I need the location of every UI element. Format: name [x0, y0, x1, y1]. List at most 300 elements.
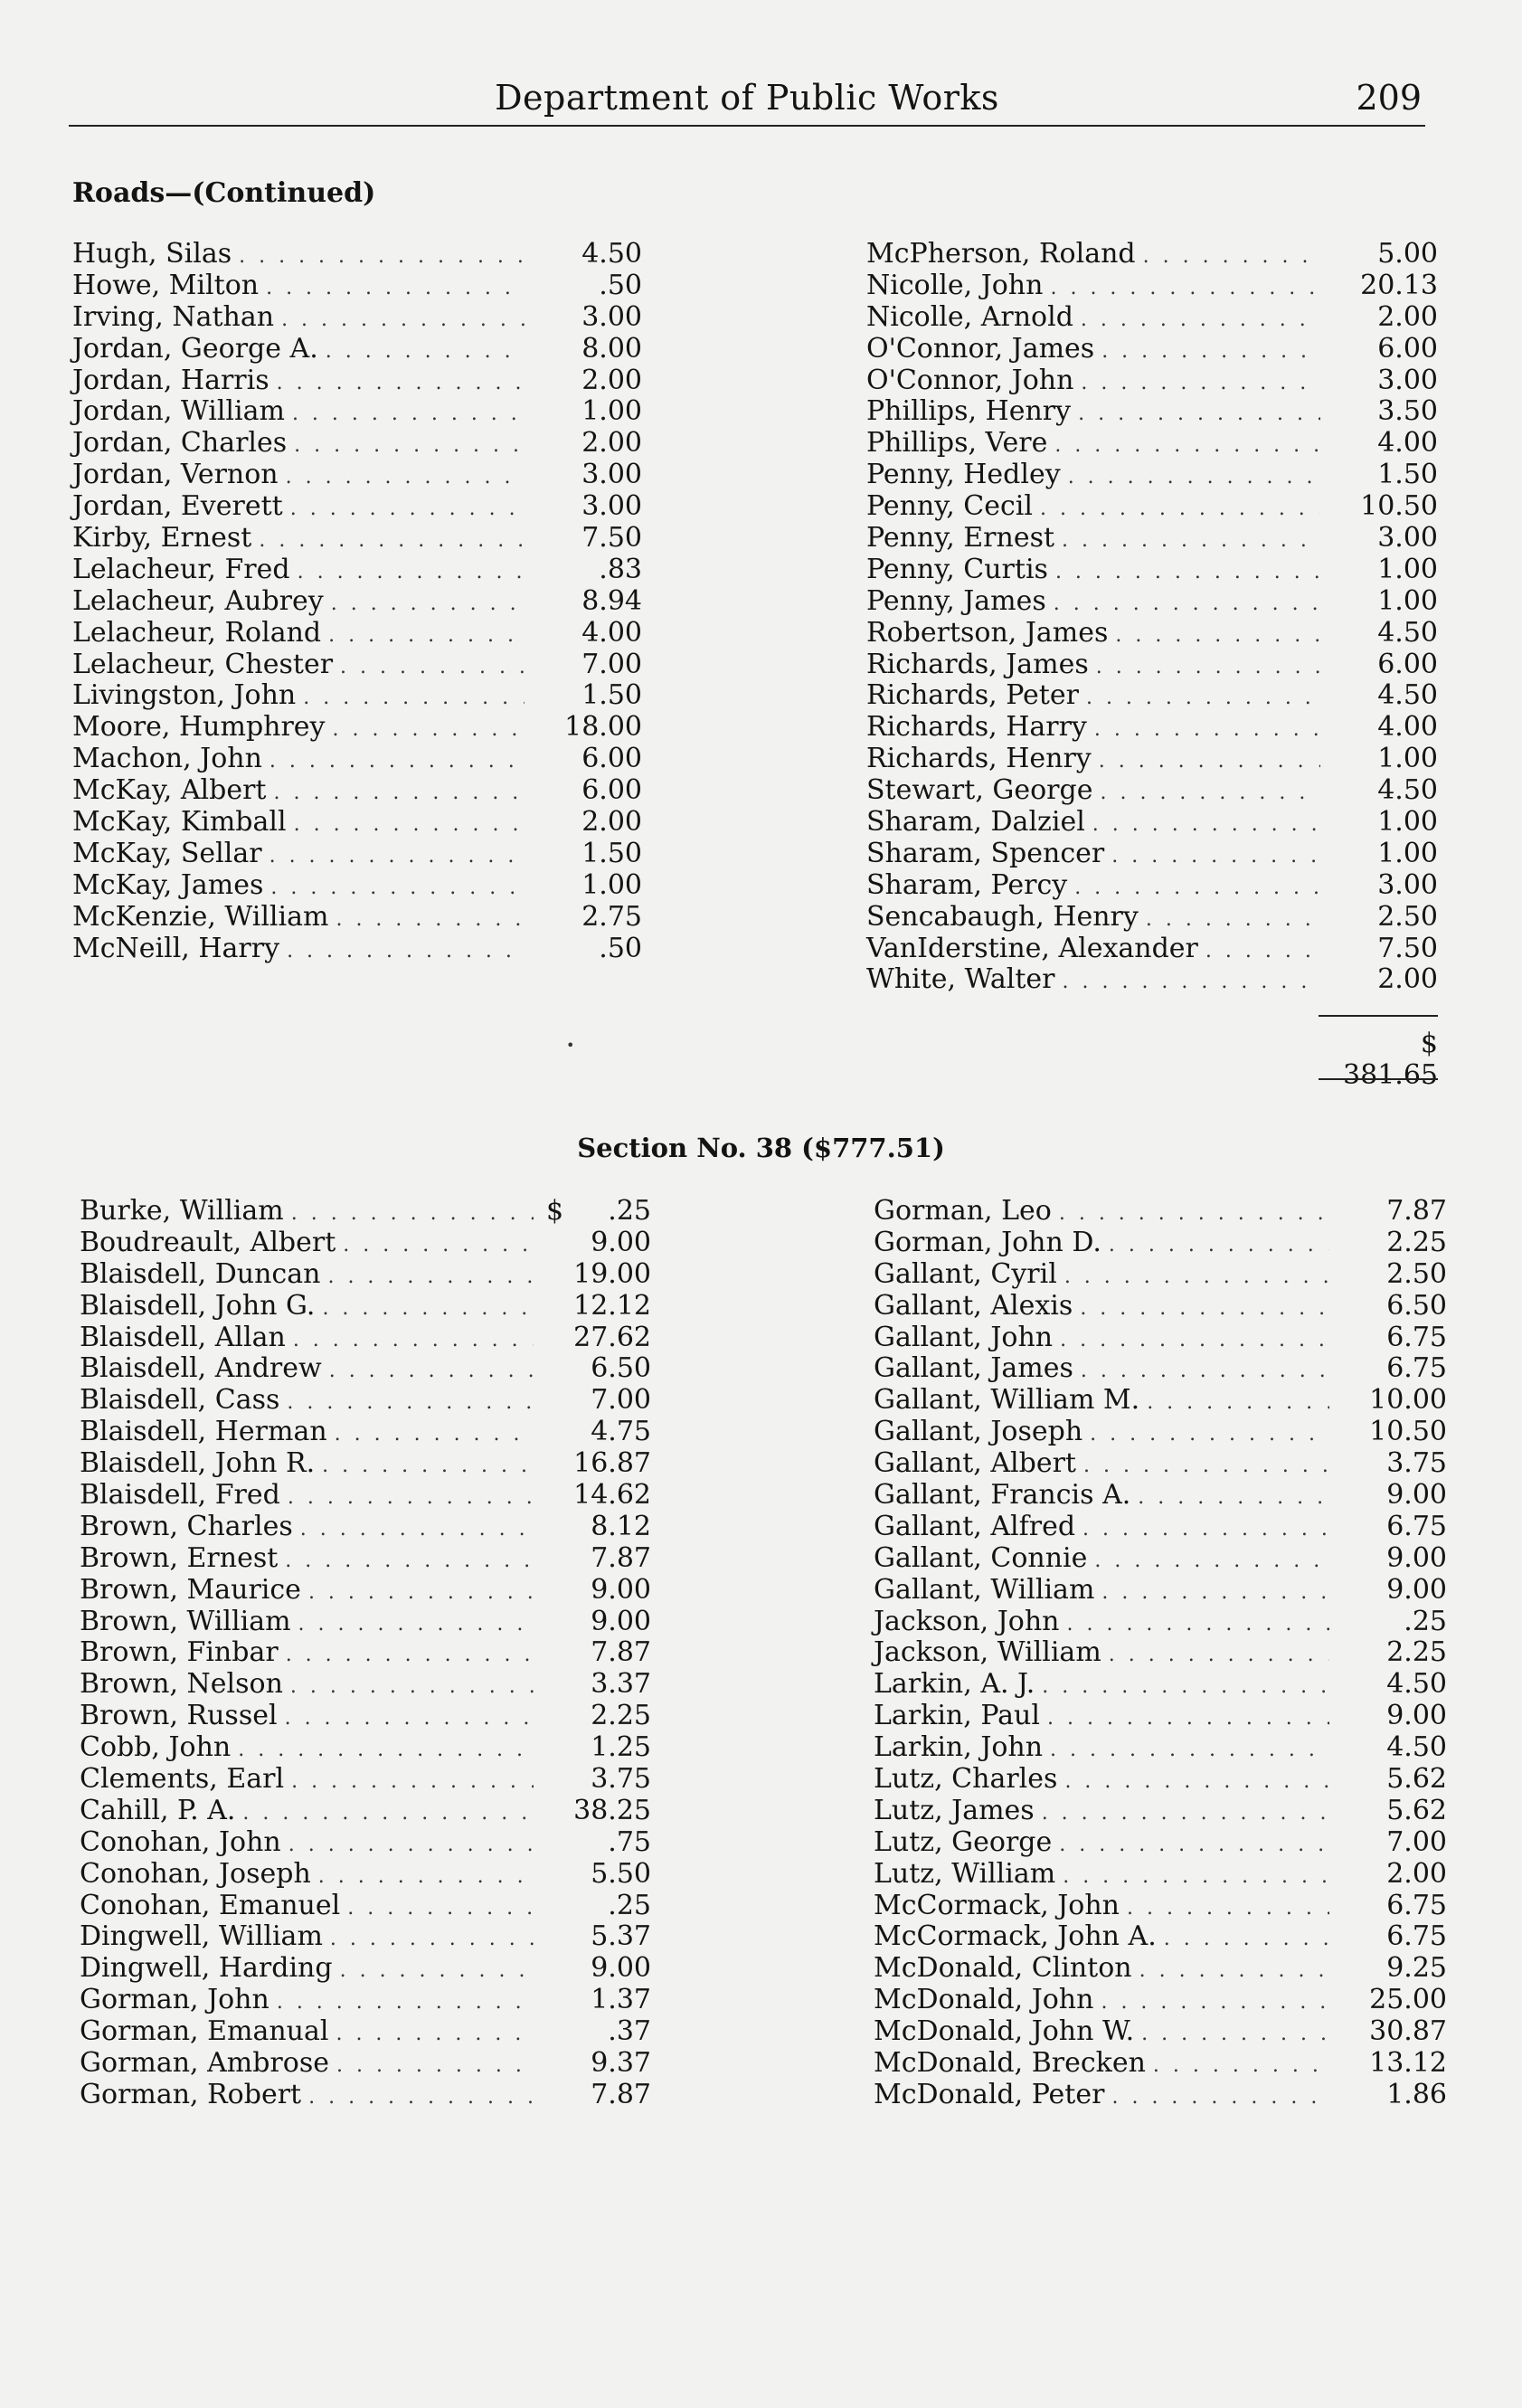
dot-leader	[266, 270, 525, 302]
payee-name: McKay, Sellar	[72, 837, 262, 869]
ledger-row	[72, 870, 642, 902]
ledger-row	[80, 1353, 651, 1385]
payee-name: Penny, James	[866, 584, 1046, 617]
ledger-row	[72, 744, 642, 775]
ledger-row	[80, 1637, 651, 1669]
payment-amount: 3.00	[581, 490, 642, 523]
payment-amount: .25	[1404, 1605, 1447, 1637]
ledger-row	[874, 1417, 1447, 1448]
dot-leader	[1068, 460, 1320, 491]
ledger-row	[80, 1985, 651, 2016]
ledger-row	[874, 1259, 1447, 1291]
ledger-row	[72, 934, 642, 965]
dot-leader	[336, 902, 525, 934]
payment-amount: 6.00	[1377, 648, 1438, 680]
stray-mark: •	[566, 1037, 575, 1054]
payment-amount: 3.37	[591, 1668, 651, 1701]
payee-name: Blaisdell, Allan	[80, 1321, 286, 1353]
page-title: Department of Public Works	[495, 78, 999, 118]
payment-amount: 10.50	[1369, 1416, 1447, 1448]
payment-amount: .50	[599, 932, 642, 964]
dot-leader	[1096, 649, 1320, 681]
ledger-row	[72, 775, 642, 807]
section-heading: Section No. 38 ($777.51)	[577, 1133, 945, 1163]
ledger-row	[866, 618, 1438, 649]
payment-amount: 3.00	[581, 459, 642, 491]
payee-name: Nicolle, John	[866, 269, 1044, 301]
ledger-row	[866, 870, 1438, 902]
ledger-row	[72, 902, 642, 934]
ledger-row	[866, 239, 1438, 270]
ledger-row	[866, 460, 1438, 491]
dot-leader	[294, 428, 525, 460]
ledger-row	[874, 1891, 1447, 1922]
payee-name: Jordan, Everett	[72, 490, 283, 523]
payment-amount: 6.75	[1386, 1920, 1447, 1953]
payee-name: Cahill, P. A.	[80, 1794, 236, 1826]
ledger-row	[874, 1512, 1447, 1543]
payee-name: McKay, Kimball	[72, 806, 287, 839]
payee-name: Jordan, George A.	[72, 332, 318, 365]
ledger-row	[866, 839, 1438, 870]
dot-leader	[281, 302, 525, 334]
dot-leader	[318, 1859, 534, 1891]
ledger-row	[874, 1385, 1447, 1417]
dot-leader	[1094, 1543, 1329, 1575]
payment-amount: 4.50	[581, 238, 642, 270]
payment-amount: .25	[608, 1889, 651, 1921]
payee-name: Gorman, Emanual	[80, 2015, 329, 2048]
payment-amount: 5.62	[1386, 1763, 1447, 1796]
ledger-row	[72, 270, 642, 302]
payment-amount: 1.50	[581, 679, 642, 712]
ledger-row	[874, 1323, 1447, 1354]
ledger-row	[866, 775, 1438, 807]
payment-amount: 25.00	[1369, 1984, 1447, 2016]
ledger-row	[80, 1228, 651, 1259]
ledger-row	[80, 1543, 651, 1575]
payment-amount: 1.00	[581, 868, 642, 901]
payee-name: Jackson, William	[874, 1636, 1101, 1669]
payee-name: Kirby, Ernest	[72, 522, 252, 555]
ledger-row	[866, 555, 1438, 586]
dot-leader	[1062, 523, 1320, 555]
dot-leader	[308, 1575, 534, 1607]
dot-leader	[1054, 586, 1320, 618]
payment-amount: 3.00	[1377, 868, 1438, 901]
payee-name: Blaisdell, John R.	[80, 1447, 316, 1480]
payee-name: Howe, Milton	[72, 269, 260, 301]
ledger-row	[72, 302, 642, 334]
dot-leader	[1101, 334, 1320, 365]
section-left-column	[80, 1196, 651, 2111]
ledger-row	[866, 302, 1438, 334]
page-header	[69, 74, 1425, 127]
payee-name: McDonald, Clinton	[874, 1952, 1132, 1985]
payment-amount: .37	[608, 2015, 651, 2048]
dot-leader	[269, 744, 525, 775]
dot-leader	[1109, 1228, 1329, 1259]
ledger-row	[874, 1196, 1447, 1228]
payee-name: Machon, John	[72, 743, 262, 775]
payment-amount: 4.75	[591, 1416, 651, 1448]
payment-amount: 7.00	[591, 1384, 651, 1417]
payment-amount: 2.00	[581, 806, 642, 839]
payee-name: McCormack, John A.	[874, 1920, 1157, 1953]
payee-name: McDonald, John	[874, 1984, 1094, 2016]
payee-name: Clements, Earl	[80, 1763, 285, 1796]
payee-name: Lutz, James	[874, 1794, 1035, 1826]
payment-amount: 6.50	[1386, 1289, 1447, 1322]
payment-amount: 6.00	[581, 774, 642, 807]
ledger-row	[866, 712, 1438, 744]
ledger-row	[866, 680, 1438, 712]
payment-amount: 7.00	[581, 648, 642, 680]
ledger-row	[866, 807, 1438, 839]
payment-amount: 6.75	[1386, 1889, 1447, 1921]
ledger-row	[874, 1607, 1447, 1638]
dot-leader	[298, 555, 525, 586]
payee-name: Blaisdell, Cass	[80, 1384, 280, 1417]
ledger-row	[874, 2080, 1447, 2111]
payment-amount: 16.87	[573, 1447, 651, 1480]
ledger-row	[866, 334, 1438, 365]
payment-amount: 4.50	[1377, 774, 1438, 807]
ledger-row	[80, 1575, 651, 1607]
dot-leader	[270, 870, 525, 902]
payment-amount: 6.50	[591, 1352, 651, 1385]
dot-leader	[1153, 2048, 1329, 2080]
payee-name: McKay, Albert	[72, 774, 267, 807]
payment-amount: 13.12	[1369, 2047, 1447, 2080]
payment-amount: 20.13	[1360, 269, 1438, 301]
payment-amount: 7.50	[1377, 932, 1438, 964]
payment-amount: 1.00	[1377, 553, 1438, 585]
dot-leader	[1090, 1417, 1329, 1448]
dot-leader	[1127, 1891, 1329, 1922]
dot-leader	[273, 775, 525, 807]
payment-amount: 6.75	[1386, 1510, 1447, 1542]
payee-name: Gorman, John D.	[874, 1226, 1101, 1258]
dot-leader	[287, 1385, 534, 1417]
payee-name: Cobb, John	[80, 1731, 232, 1764]
ledger-row	[80, 1764, 651, 1796]
ledger-row	[72, 839, 642, 870]
dot-leader	[292, 396, 525, 428]
payee-name: VanIderstine, Alexander	[866, 932, 1198, 964]
payment-amount: 3.00	[581, 300, 642, 333]
ledger-row	[874, 1637, 1447, 1669]
ledger-row	[72, 523, 642, 555]
payee-name: Larkin, A. J.	[874, 1668, 1035, 1701]
ledger-row	[80, 1607, 651, 1638]
ledger-row	[72, 649, 642, 681]
dot-leader	[286, 460, 525, 491]
dot-leader	[277, 365, 525, 397]
payee-name: Gallant, William	[874, 1573, 1095, 1606]
dot-leader	[1101, 1575, 1329, 1607]
dot-leader	[322, 1291, 534, 1323]
dot-leader	[1205, 934, 1320, 965]
payee-name: Sharam, Spencer	[866, 837, 1105, 869]
ledger-row	[874, 1985, 1447, 2016]
dot-leader	[239, 239, 525, 270]
total-rule-bottom	[1319, 1078, 1438, 1080]
payee-name: Gallant, William M.	[874, 1384, 1140, 1417]
ledger-row	[866, 365, 1438, 397]
dot-leader	[293, 1323, 534, 1354]
ledger-row	[80, 1196, 651, 1228]
payment-amount: 1.50	[581, 837, 642, 869]
payment-amount: 9.37	[591, 2047, 651, 2080]
payment-amount: 3.75	[1386, 1447, 1447, 1480]
dot-leader	[1164, 1921, 1329, 1953]
ledger-row	[80, 1385, 651, 1417]
dot-leader	[1143, 239, 1320, 270]
payee-name: McPherson, Roland	[866, 238, 1136, 270]
payment-amount: 4.00	[1377, 427, 1438, 460]
payee-name: Sharam, Dalziel	[866, 806, 1085, 839]
payee-name: Blaisdell, Herman	[80, 1416, 327, 1448]
dot-leader	[290, 491, 525, 523]
payee-name: Brown, Russel	[80, 1700, 278, 1732]
ledger-row	[874, 1921, 1447, 1953]
payee-name: McCormack, John	[874, 1889, 1120, 1921]
dot-leader	[1080, 1291, 1329, 1323]
dot-leader	[1101, 1985, 1329, 2016]
dot-leader	[1081, 1353, 1329, 1385]
ledger-row	[874, 1543, 1447, 1575]
payment-amount: 5.00	[1377, 238, 1438, 270]
payment-amount: 6.00	[581, 743, 642, 775]
payment-amount: 10.00	[1369, 1384, 1447, 1417]
roads-right-column	[866, 239, 1438, 996]
dot-leader	[1055, 555, 1320, 586]
dot-leader	[1083, 1448, 1329, 1480]
payee-name: Lelacheur, Aubrey	[72, 584, 324, 617]
payee-name: Brown, Finbar	[80, 1636, 279, 1669]
payee-name: Lelacheur, Fred	[72, 553, 290, 585]
ledger-row	[80, 1953, 651, 1985]
payee-name: Stewart, George	[866, 774, 1093, 807]
dot-leader	[308, 2080, 534, 2111]
payment-amount: 19.00	[573, 1257, 651, 1290]
payment-amount: 3.75	[591, 1763, 651, 1796]
payee-name: White, Walter	[866, 963, 1055, 996]
payee-name: Phillips, Henry	[866, 395, 1072, 428]
payment-amount: 2.25	[1386, 1636, 1447, 1669]
ledger-row	[72, 239, 642, 270]
dot-leader	[1100, 775, 1320, 807]
payment-amount: 6.75	[1386, 1352, 1447, 1385]
payment-amount: 9.25	[1386, 1952, 1447, 1985]
ledger-row	[874, 1796, 1447, 1827]
payee-name: Brown, William	[80, 1605, 291, 1637]
payee-name: Burke, William	[80, 1195, 284, 1227]
dot-leader	[1111, 839, 1320, 870]
dot-leader	[340, 649, 525, 681]
payment-amount: 5.50	[591, 1857, 651, 1890]
dot-leader	[333, 712, 525, 744]
ledger-row	[874, 1353, 1447, 1385]
payment-amount: 7.00	[1386, 1825, 1447, 1858]
payment-amount: 30.87	[1369, 2015, 1447, 2048]
ledger-row	[874, 2048, 1447, 2080]
ledger-row	[80, 2048, 651, 2080]
payee-name: Robertson, James	[866, 616, 1109, 649]
payment-amount: .50	[599, 269, 642, 301]
ledger-row	[866, 491, 1438, 523]
payment-amount: 9.00	[1386, 1700, 1447, 1732]
payee-name: Jackson, John	[874, 1605, 1060, 1637]
payment-amount: 7.87	[591, 2078, 651, 2110]
payment-amount: 2.75	[581, 900, 642, 933]
dot-leader	[1141, 2016, 1329, 2048]
payment-amount: 1.00	[1377, 837, 1438, 869]
dot-leader	[1050, 1732, 1329, 1764]
ledger-row	[80, 1323, 651, 1354]
payee-name: Boudreault, Albert	[80, 1226, 336, 1258]
section-dollar-sign: $	[546, 1195, 564, 1227]
dot-leader	[288, 1827, 534, 1859]
payment-amount: .83	[599, 553, 642, 585]
payment-amount: 1.86	[1386, 2078, 1447, 2110]
dot-leader	[288, 1480, 534, 1512]
ledger-row	[80, 1921, 651, 1953]
ledger-row	[72, 680, 642, 712]
dot-leader	[1059, 1196, 1329, 1228]
ledger-row	[874, 1764, 1447, 1796]
payee-name: McKay, James	[72, 868, 264, 901]
dot-leader	[330, 1921, 534, 1953]
ledger-row	[72, 491, 642, 523]
dot-leader	[285, 1543, 534, 1575]
dot-leader	[1086, 680, 1320, 712]
payment-amount: 7.50	[581, 522, 642, 555]
payee-name: Lelacheur, Chester	[72, 648, 334, 680]
ledger-row	[80, 1417, 651, 1448]
payee-name: Hugh, Silas	[72, 238, 232, 270]
payee-name: Brown, Ernest	[80, 1541, 279, 1574]
ledger-row	[72, 396, 642, 428]
dot-leader	[303, 680, 525, 712]
payment-amount: 3.00	[1377, 522, 1438, 555]
payment-amount: 2.00	[1386, 1857, 1447, 1890]
ledger-row	[874, 1732, 1447, 1764]
payee-name: McNeill, Harry	[72, 932, 280, 964]
payment-amount: 9.00	[591, 1226, 651, 1258]
dot-leader	[1059, 1827, 1329, 1859]
ledger-row	[874, 1228, 1447, 1259]
ledger-row	[80, 1859, 651, 1891]
ledger-row	[874, 1291, 1447, 1323]
payment-amount: 6.75	[1386, 1321, 1447, 1353]
ledger-row	[866, 934, 1438, 965]
payee-name: Lutz, William	[874, 1857, 1056, 1890]
payee-name: Brown, Charles	[80, 1510, 293, 1542]
payee-name: Gorman, John	[80, 1984, 269, 2016]
payee-name: McKenzie, William	[72, 900, 329, 933]
dot-leader	[1146, 902, 1320, 934]
ledger-row	[80, 1448, 651, 1480]
ledger-row	[874, 1575, 1447, 1607]
payment-amount: 1.00	[581, 395, 642, 428]
roads-subheading: Roads—(Continued)	[72, 177, 376, 209]
payee-name: Lutz, George	[874, 1825, 1053, 1858]
payee-name: Penny, Curtis	[866, 553, 1048, 585]
total-rule-top	[1319, 1015, 1438, 1017]
dot-leader	[1109, 1637, 1329, 1669]
dot-leader	[1078, 396, 1320, 428]
ledger-row	[80, 1259, 651, 1291]
dot-leader	[294, 807, 525, 839]
ledger-row	[72, 365, 642, 397]
payment-amount: 2.00	[581, 364, 642, 396]
payment-amount: 9.00	[591, 1952, 651, 1985]
payment-amount: 2.25	[1386, 1226, 1447, 1258]
payee-name: McDonald, Brecken	[874, 2047, 1146, 2080]
payee-name: Richards, Harry	[866, 711, 1087, 744]
dot-leader	[1111, 2080, 1329, 2111]
payment-amount: 3.50	[1377, 395, 1438, 428]
payment-amount: 2.00	[1377, 300, 1438, 333]
payee-name: McDonald, John W.	[874, 2015, 1135, 2048]
dot-leader	[1063, 964, 1321, 996]
payment-amount: 7.87	[591, 1541, 651, 1574]
dot-leader	[287, 934, 525, 965]
dot-leader	[329, 1353, 534, 1385]
payment-amount: 2.25	[591, 1700, 651, 1732]
dot-leader	[1063, 1859, 1329, 1891]
payee-name: Jordan, Harris	[72, 364, 269, 396]
payee-name: Sharam, Percy	[866, 868, 1068, 901]
payment-amount: 4.00	[1377, 711, 1438, 744]
ledger-row	[866, 396, 1438, 428]
payee-name: Blaisdell, Fred	[80, 1479, 280, 1512]
ledger-row	[80, 2016, 651, 2048]
payee-name: Richards, Henry	[866, 743, 1092, 775]
dot-leader	[1138, 1480, 1329, 1512]
payee-name: Jordan, William	[72, 395, 285, 428]
dot-leader	[285, 1701, 534, 1732]
payment-amount: 7.87	[591, 1636, 651, 1669]
ledger-row	[80, 1669, 651, 1701]
payment-amount: 6.00	[1377, 332, 1438, 365]
dot-leader	[1082, 1512, 1329, 1543]
ledger-row	[80, 1796, 651, 1827]
payee-name: Livingston, John	[72, 679, 297, 712]
ledger-row	[874, 1701, 1447, 1732]
payee-name: Gallant, James	[874, 1352, 1073, 1385]
dot-leader	[331, 586, 525, 618]
ledger-row	[866, 902, 1438, 934]
ledger-row	[866, 964, 1438, 996]
dot-leader	[1115, 618, 1320, 649]
dot-leader	[300, 1512, 534, 1543]
payee-name: Lutz, Charles	[874, 1763, 1058, 1796]
dot-leader	[1064, 1259, 1329, 1291]
payment-amount: 9.00	[1386, 1573, 1447, 1606]
ledger-row	[866, 270, 1438, 302]
payment-amount: 4.50	[1377, 616, 1438, 649]
dot-leader	[290, 1669, 534, 1701]
payee-name: Blaisdell, Duncan	[80, 1257, 321, 1290]
payee-name: Jordan, Vernon	[72, 459, 279, 491]
payment-amount: 5.37	[591, 1920, 651, 1953]
ledger-row	[874, 1480, 1447, 1512]
dot-leader	[1081, 302, 1320, 334]
payee-name: Gorman, Ambrose	[80, 2047, 329, 2080]
